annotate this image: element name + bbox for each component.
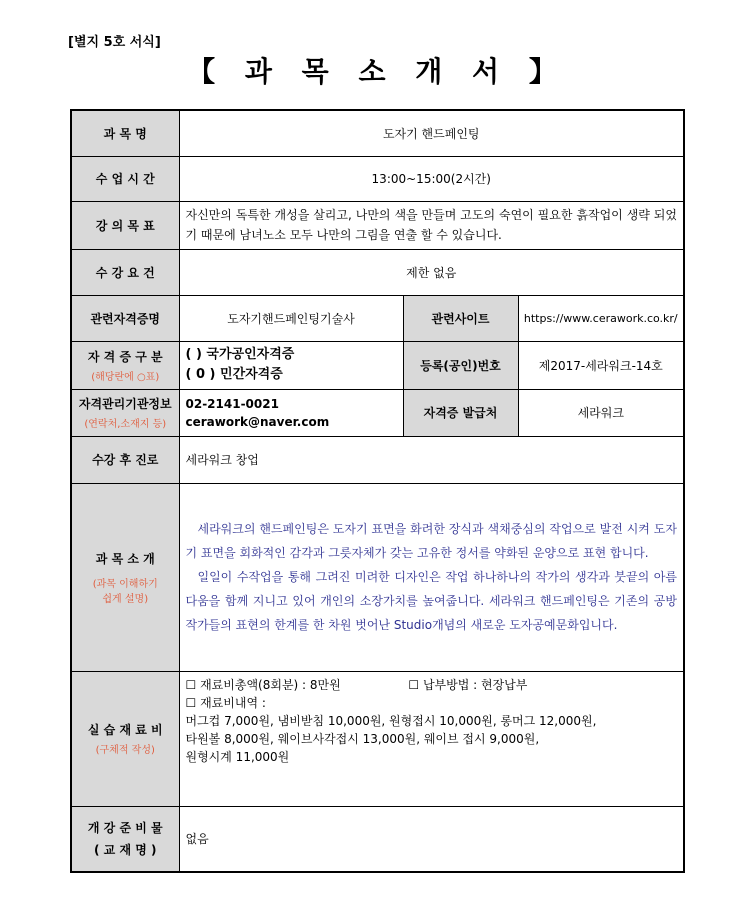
- materials-sub: (구체적 작성): [95, 745, 155, 756]
- agency-sub: (연락처,소재지 등): [84, 419, 167, 430]
- form-number: [별지 5호 서식]: [68, 35, 161, 50]
- agency-label-text: 자격관리기관정보: [78, 397, 172, 411]
- issuer-label: 자격증 발급처: [403, 389, 518, 436]
- agency-contact: [179, 389, 403, 436]
- row-prep: [71, 806, 684, 872]
- requirement-label: 수 강 요 건: [71, 249, 179, 295]
- materials-label-text: 실 습 재 료 비: [87, 723, 163, 737]
- subject-value: 도자기 핸드페인팅: [179, 110, 684, 156]
- cert-type-options: [179, 341, 403, 389]
- time-value: 13:00~15:00(2시간): [179, 156, 684, 201]
- prep-label: [71, 806, 179, 872]
- agency-phone: 02-2141-0021: [185, 396, 279, 411]
- goal-value: 자신만의 독특한 개성을 살리고, 나만의 색을 만들며 고도의 숙연이 필요한 흙작업이 생략 되었기 때문에 남녀노소 모두 나만의 그림을 연출 할 수 있습니다.: [179, 201, 684, 249]
- reg-label: 등록(공인)번호: [403, 341, 518, 389]
- career-value: 세라워크 창업: [179, 436, 684, 483]
- agency-email: cerawork@naver.com: [185, 414, 330, 429]
- reg-value: 제2017-세라워크-14호: [518, 341, 684, 389]
- option-national: ( ) 국가공인자격증: [185, 347, 295, 362]
- row-intro: [71, 483, 684, 671]
- requirement-value: 제한 없음: [179, 249, 684, 295]
- site-value: https://www.cerawork.co.kr/: [518, 295, 684, 341]
- materials-detail: [179, 671, 684, 806]
- row-agency: [71, 389, 684, 436]
- intro-label-text: 과 목 소 개: [95, 551, 155, 566]
- intro-sub2: 쉽게 설명): [102, 593, 149, 605]
- career-label: 수강 후 진로: [71, 436, 179, 483]
- cert-type-sub: (해당란에 ○표): [91, 371, 160, 383]
- intro-paragraph-2: 일일이 수작업을 통해 그려진 미려한 디자인은 작업 하나하나의 작가의 생각과 붓끝의 아름다움을 함께 지니고 있어 개인의 소장가치를 높여줍니다. 세라워크 핸드페인팅은 기존의 공방작가들의 표현의 한계를 한 차원 벗어난 Studio개념의 새로운 도자공예문화입니다.: [185, 570, 677, 632]
- prep-label-1: 개 강 준 비 물: [87, 820, 163, 835]
- subject-label: 과 목 명: [71, 110, 179, 156]
- document-title: 【 과 목 소 개 서 】: [187, 55, 567, 88]
- row-goal: [71, 201, 684, 249]
- row-requirement: [71, 249, 684, 295]
- materials-payment: ☐ 납부방법 : 현장납부: [408, 677, 528, 692]
- goal-label: 강 의 목 표: [71, 201, 179, 249]
- cert-label: 관련자격증명: [71, 295, 179, 341]
- materials-breakdown-2: 타원볼 8,000원, 웨이브사각접시 13,000원, 웨이브 접시 9,000원,: [185, 731, 540, 746]
- option-private: ( 0 ) 민간자격증: [185, 367, 283, 382]
- materials-breakdown-1: 머그컵 7,000원, 냄비받침 10,000원, 원형접시 10,000원, 롱머그 12,000원,: [185, 713, 597, 728]
- prep-label-2: ( 교 재 명 ): [94, 842, 157, 857]
- row-materials: [71, 671, 684, 806]
- materials-breakdown-title: ☐ 재료비내역 :: [185, 695, 266, 710]
- row-cert-type: [71, 341, 684, 389]
- intro-text: [179, 483, 684, 671]
- cert-type-label: [71, 341, 179, 389]
- materials-label: [71, 671, 179, 806]
- course-intro-table: [70, 109, 685, 873]
- cert-type-label-text: 자 격 증 구 분: [87, 349, 163, 364]
- row-cert: [71, 295, 684, 341]
- materials-total: ☐ 재료비총액(8회분) : 8만원: [185, 677, 341, 692]
- materials-breakdown-3: 원형시계 11,000원: [185, 749, 290, 764]
- cert-value: 도자기핸드페인팅기술사: [179, 295, 403, 341]
- row-time: [71, 156, 684, 201]
- row-career: [71, 436, 684, 483]
- row-subject: [71, 110, 684, 156]
- agency-label: [71, 389, 179, 436]
- intro-paragraph-1: 세라워크의 핸드페인팅은 도자기 표면을 화려한 장식과 색채중심의 작업으로 발전 시켜 도자기 표면을 회화적인 감각과 그릇자체가 갖는 고유한 정서를 약화된 운양으로 표현 합니다.: [185, 522, 677, 560]
- intro-label: [71, 483, 179, 671]
- site-label: 관련사이트: [403, 295, 518, 341]
- time-label: 수 업 시 간: [71, 156, 179, 201]
- prep-value: 없음: [179, 806, 684, 872]
- intro-sub1: (과목 이해하기: [92, 578, 158, 590]
- materials-total-line: [186, 676, 678, 694]
- issuer-value: 세라워크: [518, 389, 684, 436]
